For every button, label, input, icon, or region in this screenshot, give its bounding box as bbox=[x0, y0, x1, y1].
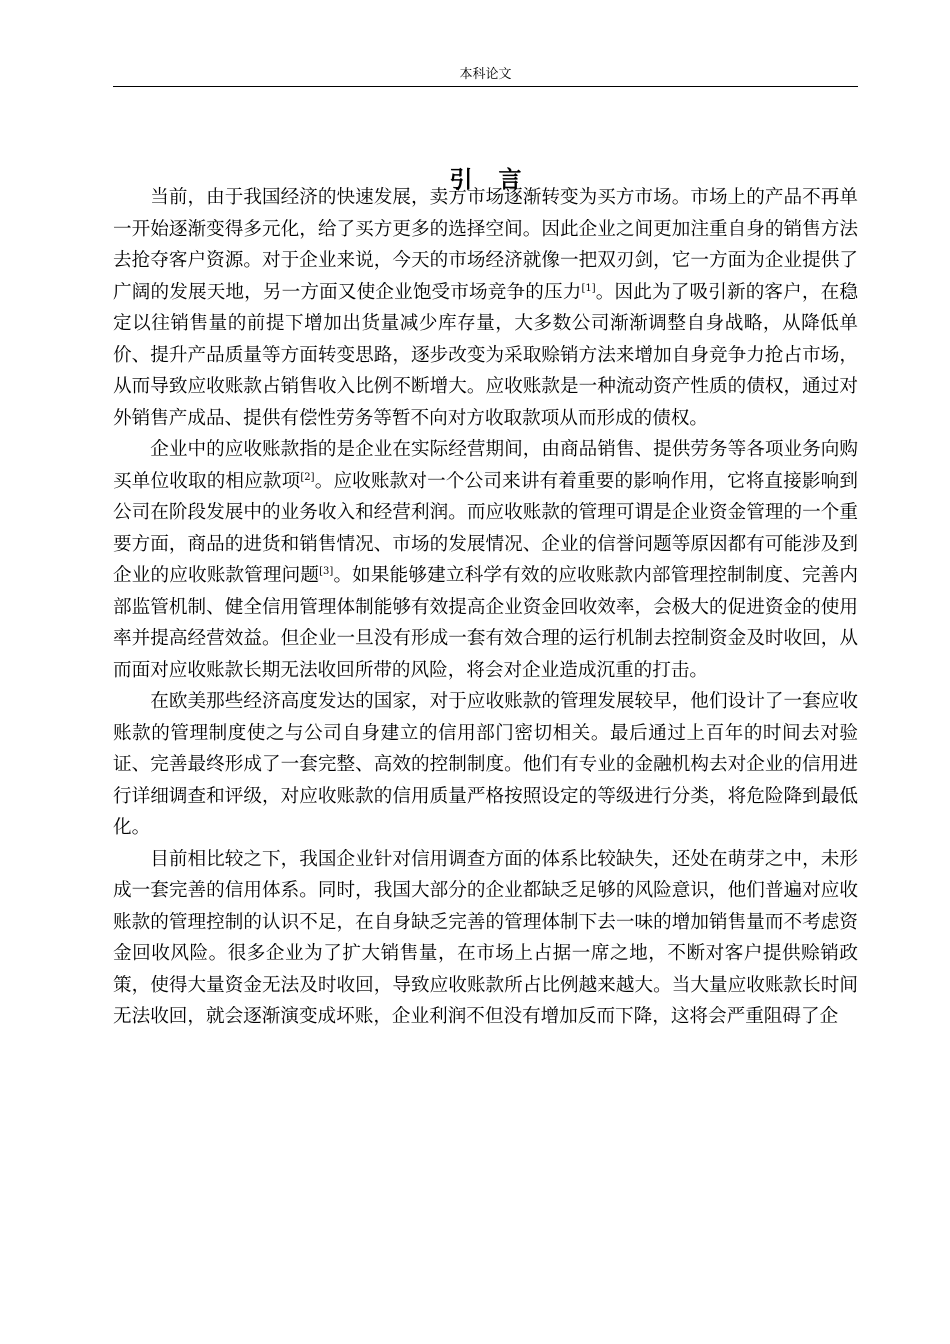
text-run: 在欧美那些经济高度发达的国家，对于应收账款的管理发展较早，他们设计了一套应收账款的管理制度使之与公司自身建立的信用部门密切相关。最后通过上百年的时间去对验证、完善最终形成了一套完整、高效的控制制度。他们有专业的金融机构去对企业的信用进行详细调查和评级，对应收账款的信用质量严格按照设定的等级进行分类，将危险降到最低化。 bbox=[113, 691, 858, 838]
text-run: 目前相比较之下，我国企业针对信用调查方面的体系比较缺失，还处在萌芽之中，未形成一套完善的信用体系。同时，我国大部分的企业都缺乏足够的风险意识，他们普遍对应收账款的管理控制的认识不足，在自身缺乏完善的管理体制下去一味的增加销售量而不考虑资金回收风险。很多企业为了扩大销售量，在市场上占据一席之地，不断对客户提供赊销政策，使得大量资金无法及时收回，导致应收账款所占比例越来越大。当大量应收账款长时间无法收回，就会逐渐演变成坏账，企业利润不但没有增加反而下降，这将会严重阻碍了企 bbox=[113, 848, 858, 1027]
text-run: 。因此为了吸引新的客户，在稳定以往销售量的前提下增加出货量减少库存量，大多数公司渐渐调整自身战略，从降低单价、提升产品质量等方面转变思路，逐步改变为采取赊销方法来增加自身竞争力抢占市场，从而导致应收账款占销售收入比例不断增大。应收账款是一种流动资产性质的债权，通过对外销售产成品、提供有偿性劳务等暂不向对方收取款项从而形成的债权。 bbox=[113, 281, 858, 429]
citation-ref: [1] bbox=[581, 282, 596, 294]
text-run: 企业中的应收账款指的是企业在实际经营期间，由商品销售、提供劳务等各项业务向购买单位收取的相应款项 bbox=[113, 439, 858, 492]
text-run: 当前，由于我国经济的快速发展，卖方市场逐渐转变为买方市场。市场上的产品不再单一开始逐渐变得多元化，给了买方更多的选择空间。因此企业之间更加注重自身的销售方法去抢夺客户资源。对于企业来说，今天的市场经济就像一把双刃剑，它一方面为企业提供了广阔的发展天地，另一方面又使企业饱受市场竞争的压力 bbox=[113, 187, 858, 303]
section-title: 引言 bbox=[449, 167, 548, 194]
paragraph-1 bbox=[113, 182, 858, 434]
text-run: 。如果能够建立科学有效的应收账款内部管理控制制度、完善内部监管机制、健全信用管理体制能够有效提高企业资金回收效率，会极大的促进资金的使用率并提高经营效益。但企业一旦没有形成一套有效合理的运行机制去控制资金及时收回，从而面对应收账款长期无法收回所带的风险，将会对企业造成沉重的打击。 bbox=[113, 565, 858, 681]
paragraph-3 bbox=[113, 686, 858, 844]
body-text bbox=[113, 182, 858, 1033]
paragraph-4 bbox=[113, 844, 858, 1033]
citation-ref: [2] bbox=[300, 471, 315, 483]
header-rule bbox=[113, 86, 858, 87]
paragraph-2 bbox=[113, 434, 858, 686]
text-run: 。应收账款对一个公司来讲有着重要的影响作用，它将直接影响到公司在阶段发展中的业务收入和经营利润。而应收账款的管理可谓是企业资金管理的一个重要方面，商品的进货和销售情况、市场的发展情况、企业的信誉问题等原因都有可能涉及到企业的应收账款管理问题 bbox=[113, 470, 858, 586]
running-header: 本科论文 bbox=[459, 67, 512, 82]
citation-ref: [3] bbox=[319, 565, 334, 577]
